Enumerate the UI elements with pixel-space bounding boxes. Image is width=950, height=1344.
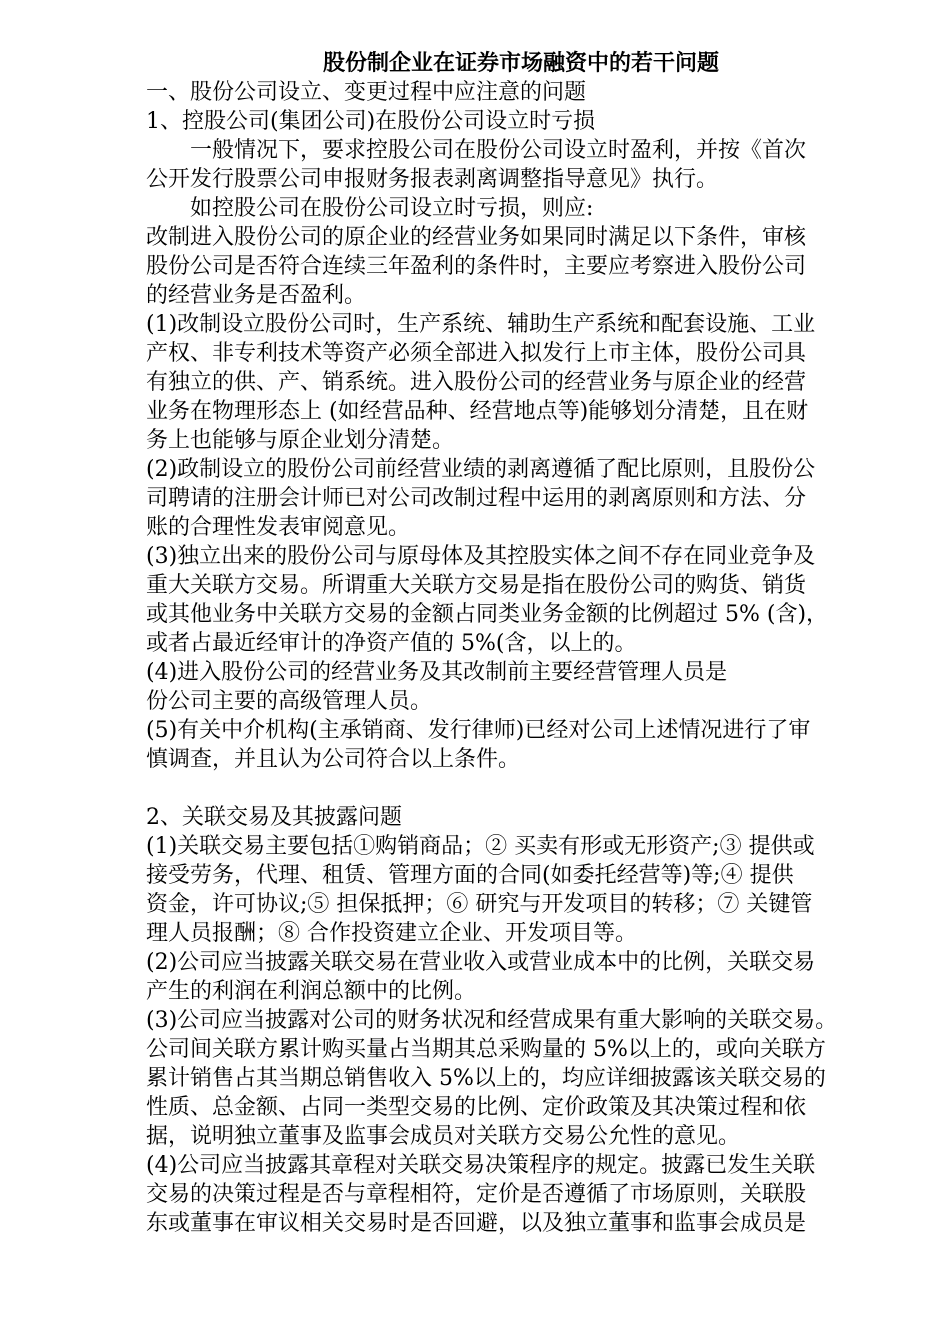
paragraph-line: 股份公司是否符合连续三年盈利的条件时，主要应考察进入股份公司 [146, 254, 807, 279]
list-item-line: 产权、非专利技术等资产必须全部进入拟发行上市主体，股份公司具 [146, 341, 807, 366]
paragraph-line: 如控股公司在股份公司设立时亏损，则应: [190, 196, 594, 221]
blank-line [146, 774, 886, 803]
list-item-line: (2)公司应当披露关联交易在营业收入或营业成本中的比例，关联交易 [146, 950, 816, 975]
list-item-line: (1)关联交易主要包括①购销商品；② 买卖有形或无形资产;③ 提供或 [146, 834, 815, 859]
list-item-line: 接受劳务，代理、租赁、管理方面的合同(如委托经营等)等;④ 提供 [146, 863, 794, 888]
list-item-line: 交易的决策过程是否与章程相符，定价是否遵循了市场原则，关联股 [146, 1182, 807, 1207]
list-item-line: 累计销售占其当期总销售收入 5%以上的，均应详细披露该关联交易的 [146, 1066, 826, 1091]
list-item-line: (4)公司应当披露其章程对关联交易决策程序的规定。披露已发生关联 [146, 1153, 816, 1178]
document-title: 股份制企业在证券市场融资中的若干问题 [322, 50, 719, 76]
list-item-line: 公司间关联方累计购买量占当期其总采购量的 5%以上的，或向关联方 [146, 1037, 826, 1062]
paragraph-line: 一般情况下，要求控股公司在股份公司设立时盈利，并按《首次 [190, 138, 807, 163]
document-body [146, 49, 886, 1238]
list-item-line: 资金，许可协议;⑤ 担保抵押；⑥ 研究与开发项目的转移；⑦ 关键管 [146, 892, 813, 917]
section-heading: 一、股份公司设立、变更过程中应注意的问题 [146, 80, 587, 105]
list-item-line: 理人员报酬；⑧ 合作投资建立企业、开发项目等。 [146, 921, 637, 946]
list-item-line: 或其他业务中关联方交易的金额占同类业务金额的比例超过 5% (含)， [146, 602, 829, 627]
list-item-line: 产生的利润在利润总额中的比例。 [146, 979, 477, 1004]
list-item-line: 有独立的供、产、销系统。进入股份公司的经营业务与原企业的经营 [146, 370, 807, 395]
list-item-line: 慎调查，并且认为公司符合以上条件。 [146, 747, 521, 772]
paragraph-line: 改制进入股份公司的原企业的经营业务如果同时满足以下条件，审核 [146, 225, 807, 250]
list-item-line: 司聘请的注册会计师已对公司改制过程中运用的剥离原则和方法、分 [146, 486, 807, 511]
subsection-heading: 2、关联交易及其披露问题 [146, 805, 402, 830]
list-item-line: 账的合理性发表审阅意见。 [146, 515, 411, 540]
list-item-line: 性质、总金额、占同一类型交易的比例、定价政策及其决策过程和依 [146, 1095, 807, 1120]
list-item-line: 务上也能够与原企业划分清楚。 [146, 428, 455, 453]
list-item-line: (4)进入股份公司的经营业务及其改制前主要经营管理人员是 [146, 660, 728, 685]
list-item-line: (3)公司应当披露对公司的财务状况和经营成果有重大影响的关联交易。 [146, 1008, 838, 1033]
list-item-line: 据，说明独立董事及监事会成员对关联方交易公允性的意见。 [146, 1124, 741, 1149]
list-item-line: 业务在物理形态上 (如经营品种、经营地点等)能够划分清楚，且在财 [146, 399, 809, 424]
paragraph-line: 的经营业务是否盈利。 [146, 283, 367, 308]
list-item-line: 或者占最近经审计的净资产值的 5%(含，以上的。 [146, 631, 637, 656]
list-item-line: 东或董事在审议相关交易时是否回避，以及独立董事和监事会成员是 [146, 1211, 807, 1236]
list-item-line: 重大关联方交易。所谓重大关联方交易是指在股份公司的购货、销货 [146, 573, 807, 598]
list-item-line: (5)有关中介机构(主承销商、发行律师)已经对公司上述情况进行了审 [146, 718, 811, 743]
list-item-line: 份公司主要的高级管理人员。 [146, 689, 433, 714]
list-item-line: (3)独立出来的股份公司与原母体及其控股实体之间不存在同业竞争及 [146, 544, 816, 569]
list-item-line: (1)改制设立股份公司时，生产系统、辅助生产系统和配套设施、工业 [146, 312, 816, 337]
subsection-heading: 1、控股公司(集团公司)在股份公司设立时亏损 [146, 109, 596, 134]
paragraph-line: 公开发行股票公司申报财务报表剥离调整指导意见》执行。 [146, 167, 719, 192]
list-item-line: (2)政制设立的股份公司前经营业绩的剥离遵循了配比原则，且股份公 [146, 457, 816, 482]
